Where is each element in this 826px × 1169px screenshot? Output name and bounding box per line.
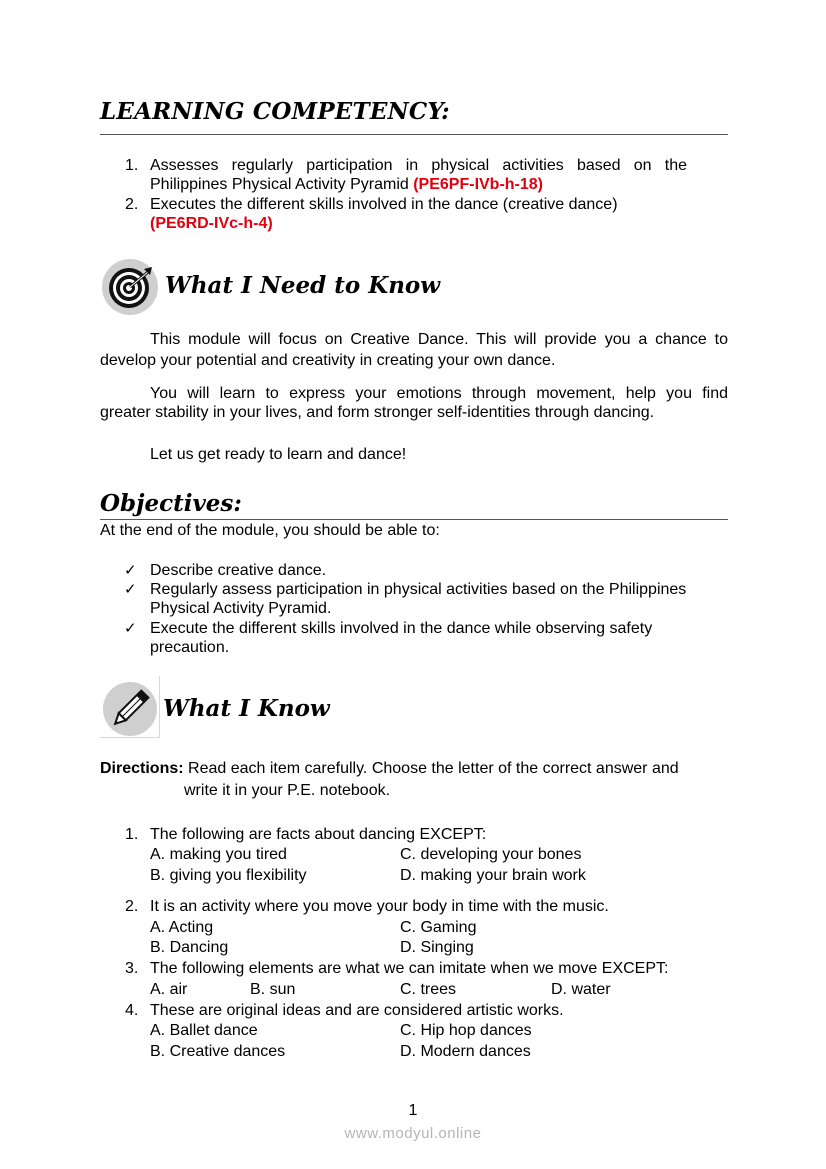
choice-b: B. Dancing bbox=[150, 939, 229, 956]
competency-item-2-line1: Executes the different skills involved in the dance (creative dance) bbox=[150, 196, 618, 213]
what-i-need-to-know-heading: What I Need to Know bbox=[165, 272, 441, 299]
question-text: It is an activity where you move your body in time with the music. bbox=[150, 898, 609, 915]
competency-number: 1. bbox=[125, 157, 139, 174]
learning-competency-heading: LEARNING COMPETENCY: bbox=[100, 98, 450, 125]
objective-item-1: Describe creative dance. bbox=[150, 562, 327, 579]
objective-item-2-line1: Regularly assess participation in physical activities based on the Philippines bbox=[150, 581, 687, 598]
choice-a: A. Acting bbox=[150, 919, 214, 936]
question-number: 2. bbox=[125, 898, 139, 915]
watermark: www.modyul.online bbox=[344, 1125, 482, 1142]
choice-d: D. Modern dances bbox=[400, 1043, 531, 1060]
paragraph-1-line2: develop your potential and creativity in creating your own dance. bbox=[100, 352, 556, 369]
objectives-heading: Objectives: bbox=[100, 490, 242, 517]
objectives-rule bbox=[100, 519, 728, 520]
competency-code-1: (PE6PF-IVb-h-18) bbox=[413, 176, 544, 193]
choice-c: C. trees bbox=[400, 981, 457, 998]
choice-d: D. making your brain work bbox=[400, 867, 586, 884]
choice-b: B. Creative dances bbox=[150, 1043, 286, 1060]
question-text: The following are facts about dancing EXCEPT: bbox=[150, 826, 487, 843]
pencil-icon bbox=[103, 682, 157, 736]
question-number: 4. bbox=[125, 1002, 139, 1019]
choice-c: C. developing your bones bbox=[400, 846, 582, 863]
choice-c: C. Gaming bbox=[400, 919, 477, 936]
paragraph-1-line1: This module will focus on Creative Dance. This will provide you a chance to bbox=[150, 331, 728, 348]
choice-b: B. giving you flexibility bbox=[150, 867, 307, 884]
directions-text: Read each item carefully. Choose the letter of the correct answer and bbox=[183, 760, 679, 777]
competency-item-1-text: Philippines Physical Activity Pyramid bbox=[150, 176, 414, 193]
check-icon: ✓ bbox=[124, 581, 137, 598]
target-icon bbox=[102, 259, 158, 315]
heading-rule bbox=[100, 134, 728, 135]
paragraph-2-line1: You will learn to express your emotions through movement, help you find bbox=[150, 385, 728, 402]
paragraph-3: Let us get ready to learn and dance! bbox=[150, 446, 407, 463]
choice-a: A. making you tired bbox=[150, 846, 287, 863]
question-text: The following elements are what we can imitate when we move EXCEPT: bbox=[150, 960, 669, 977]
directions bbox=[100, 759, 679, 778]
competency-number: 2. bbox=[125, 196, 139, 213]
competency-item-1-line2 bbox=[150, 175, 543, 194]
choice-c: C. Hip hop dances bbox=[400, 1022, 532, 1039]
competency-item-1-line1: Assesses regularly participation in physical activities based on the bbox=[150, 157, 687, 174]
paragraph-2-line2: greater stability in your lives, and form stronger self-identities through dancing. bbox=[100, 404, 655, 421]
competency-code-2: (PE6RD-IVc-h-4) bbox=[150, 215, 273, 232]
choice-a: A. air bbox=[150, 981, 188, 998]
choice-d: D. Singing bbox=[400, 939, 474, 956]
pencil-icon-graphic bbox=[103, 682, 157, 736]
question-number: 1. bbox=[125, 826, 139, 843]
objective-item-2-line2: Physical Activity Pyramid. bbox=[150, 600, 332, 617]
check-icon: ✓ bbox=[124, 562, 137, 579]
choice-a: A. Ballet dance bbox=[150, 1022, 258, 1039]
what-i-know-heading: What I Know bbox=[163, 695, 330, 722]
choice-d: D. water bbox=[551, 981, 611, 998]
directions-label: Directions: bbox=[100, 760, 184, 777]
question-text: These are original ideas and are considered artistic works. bbox=[150, 1002, 564, 1019]
objective-item-3-line1: Execute the different skills involved in the dance while observing safety bbox=[150, 620, 653, 637]
question-number: 3. bbox=[125, 960, 139, 977]
page-number: 1 bbox=[408, 1102, 418, 1119]
objective-item-3-line2: precaution. bbox=[150, 639, 230, 656]
objectives-intro: At the end of the module, you should be able to: bbox=[100, 522, 440, 539]
check-icon: ✓ bbox=[124, 620, 137, 637]
directions-line2: write it in your P.E. notebook. bbox=[184, 782, 391, 799]
choice-b: B. sun bbox=[250, 981, 296, 998]
target-icon-graphic bbox=[102, 259, 158, 315]
